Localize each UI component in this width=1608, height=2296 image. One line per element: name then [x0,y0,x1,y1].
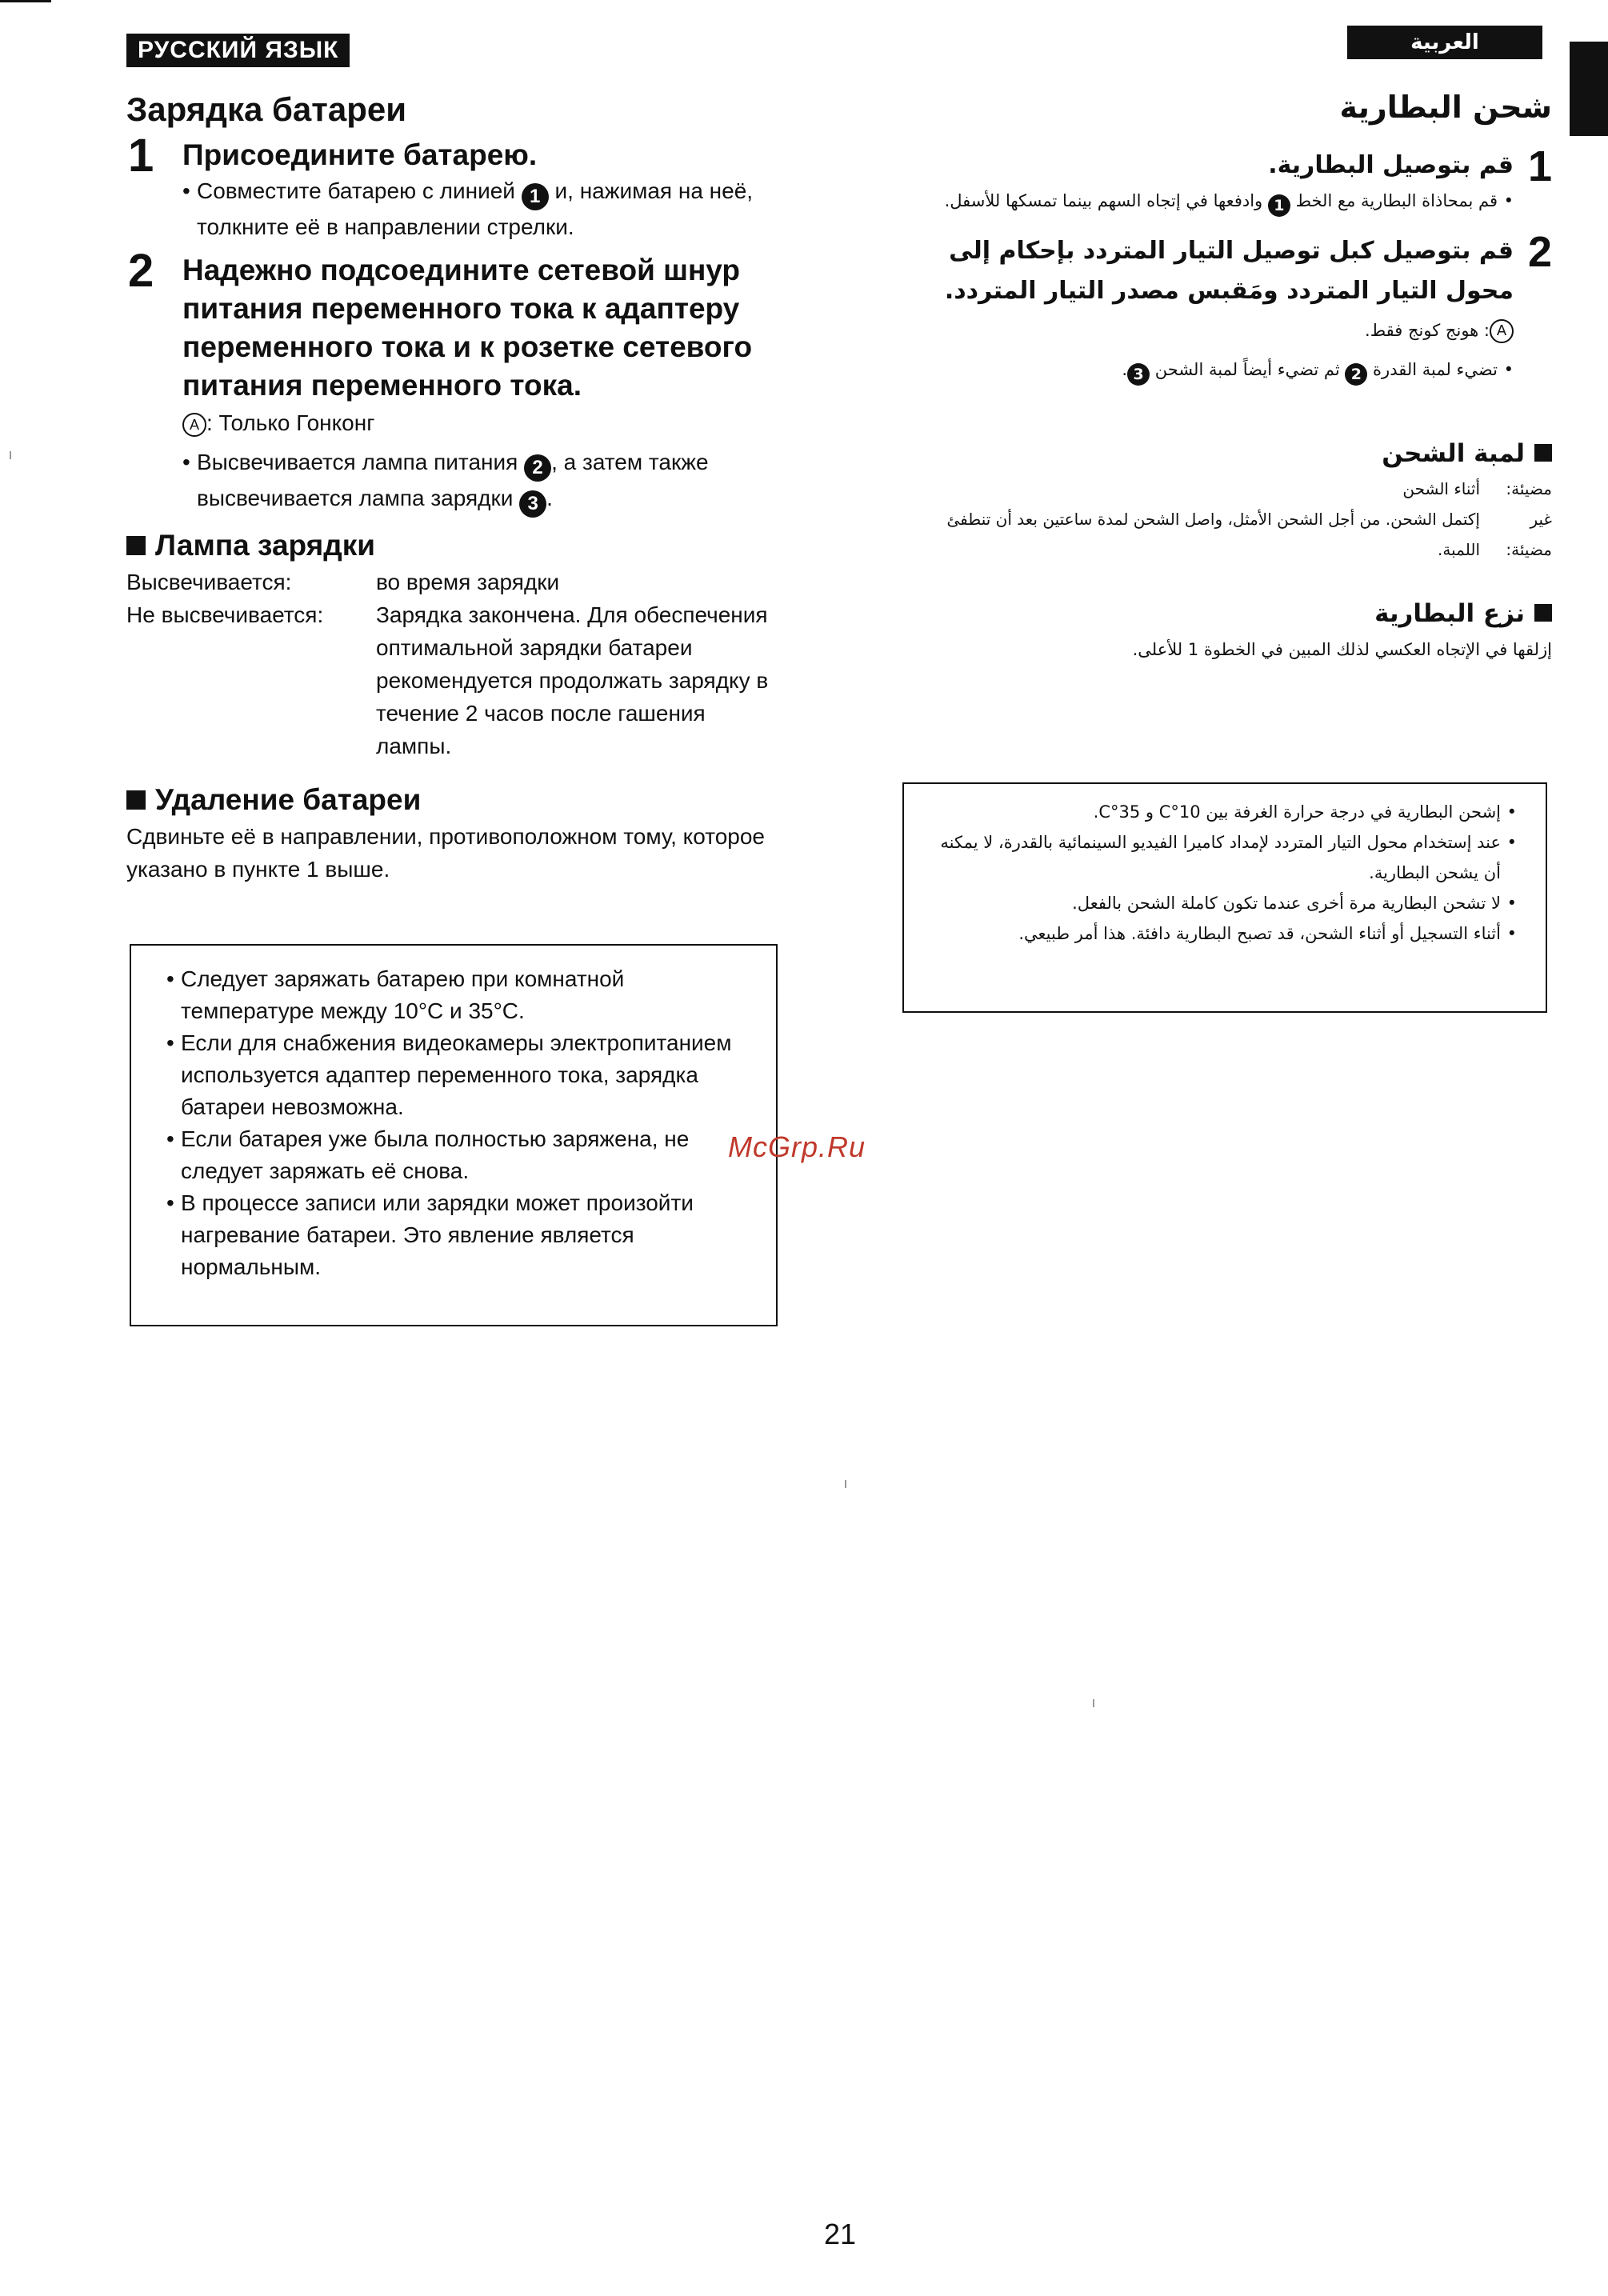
status-key: غير مضيئة: [1506,510,1552,559]
status-value: во время зарядки [376,570,560,594]
region-note-text: : Только Гонконг [206,410,375,435]
circled-letter-icon: A [1490,319,1514,343]
step-2 [904,228,1552,386]
note-item [166,1027,752,1123]
step-bullet [182,446,782,518]
status-key: مضيئة: [1506,479,1552,498]
bullet-dot-icon: • [182,450,190,474]
step-number: 2 [1527,228,1552,276]
step-bullet [904,186,1514,217]
status-value: أثناء الشحن [1402,479,1480,498]
step-text: . [546,486,553,510]
status-key: Высвечивается: [126,570,292,594]
section-title: Зарядка батареи [126,90,407,128]
bullet-dot-icon: • [182,178,190,203]
square-bullet-icon [1534,444,1552,462]
scan-speck [10,451,11,459]
removal-heading [126,780,782,820]
note-item [166,963,752,1027]
bullet-dot-icon: • [1506,894,1517,913]
page-number: 21 [824,2218,857,2250]
note-text: Если для снабжения видеокамеры электропитанием используется адаптер переменного тока, зарядка батареи невозможна. [181,1030,732,1119]
note-item [936,918,1517,949]
lamp-heading [904,434,1552,474]
bullet-dot-icon: • [166,1190,174,1215]
note-text: لا تشحن البطارية مرة أخرى عندما تكون كاملة الشحن بالفعل. [1072,894,1501,913]
note-item [166,1123,752,1187]
status-key: Не высвечивается: [126,602,324,627]
bullet-dot-icon: • [166,1126,174,1151]
step-text: تضيء لمبة القدرة [1373,360,1498,379]
step-text: قم بمحاذاة البطارية مع الخط [1295,191,1498,210]
circled-number-icon: 2 [524,454,551,482]
note-text: أثناء التسجيل أو أثناء الشحن، قد تصبح البطارية دافئة. هذا أمر طبيعي. [1018,924,1501,943]
lang-tab-russian: РУССКИЙ ЯЗЫК [126,34,350,67]
lamp-status-off [904,504,1552,565]
russian-column [126,86,782,886]
lamp-heading-text: لمبة الشحن [1382,439,1525,468]
step-text: وادفعها في إتجاه السهم بينما تمسكها للأسفل. [944,191,1263,210]
bullet-dot-icon: • [1506,833,1517,852]
status-value: Зарядка закончена. Для обеспечения оптимальной зарядки батареи рекомендуется продолжать зарядку в течение 2 часов после гашения лампы. [376,602,769,758]
note-item [166,1187,752,1283]
edge-tab [1570,42,1608,136]
scan-speck [1093,1699,1094,1707]
region-note [904,314,1514,346]
step-2 [126,245,782,518]
step-text: ثم تضيء أيضاً لمبة الشحن [1154,360,1340,379]
step-heading: Присоедините батарею. [182,138,538,171]
note-text: В процессе записи или зарядки может произойти нагревание батареи. Это явление является нормальным. [181,1190,694,1279]
note-text: إشحن البطارية في درجة حرارة الغرفة بين 10°C و 35°C. [1093,802,1501,822]
bullet-dot-icon: • [166,966,174,991]
removal-heading [904,594,1552,634]
circled-letter-icon: A [182,413,206,437]
step-heading: Надежно подсоедините сетевой шнур питания переменного тока к адаптеру переменного тока и к розетке сетевого питания переменного тока. [182,254,753,402]
status-value: إكتمل الشحن. من أجل الشحن الأمثل، واصل الشحن لمدة ساعتين بعد أن تنطفئ اللمبة. [946,510,1480,559]
step-text: Совместите батарею с линией [197,178,515,203]
step-text: , а затем также высвечивается лампа зарядки [197,450,709,510]
note-item [936,797,1517,827]
square-bullet-icon [126,790,146,810]
top-rule [0,0,51,2]
circled-number-icon: 1 [1268,194,1290,217]
step-number: 2 [128,245,154,297]
circled-number-icon: 3 [519,490,546,518]
arabic-column [904,78,1552,666]
step-text: Высвечивается лампа питания [197,450,518,474]
square-bullet-icon [1534,604,1552,622]
note-text: عند إستخدام محول التيار المتردد لإمداد كاميرا الفيديو السينمائية بالقدرة، لا يمكنه أن يشحن البطارية. [940,833,1501,882]
circled-number-icon: 1 [522,183,549,210]
watermark: McGrp.Ru [728,1130,866,1163]
step-1 [126,130,782,243]
note-item [936,888,1517,918]
region-note [182,406,782,439]
bullet-dot-icon: • [1506,924,1517,943]
bullet-dot-icon: • [1503,191,1514,210]
step-text: . [1122,360,1128,379]
note-item [936,827,1517,888]
note-text: Следует заряжать батарею при комнатной температуре между 10°C и 35°C. [181,966,625,1023]
bullet-dot-icon: • [1506,802,1517,822]
bullet-dot-icon: • [1503,360,1514,379]
square-bullet-icon [126,536,146,555]
step-text: и, нажимая на неё, толкните её в направлении стрелки. [197,178,754,239]
step-heading: قم بتوصيل كبل توصيل التيار المتردد بإحكام إلى محول التيار المتردد ومَقبس مصدر التيار المتردد. [944,237,1514,305]
removal-heading-text: نزع البطارية [1374,599,1525,628]
circled-number-icon: 2 [1345,363,1367,386]
bullet-dot-icon: • [166,1030,174,1055]
step-number: 1 [128,130,154,182]
step-bullet [904,354,1514,386]
step-number: 1 [1527,142,1552,190]
lamp-heading [126,526,782,566]
lang-tab-arabic: العربية [1347,26,1542,59]
removal-text: Сдвиньте её в направлении, противоположном тому, которое указано в пункте 1 выше. [126,824,765,882]
step-1 [904,142,1552,217]
removal-heading-text: Удаление батареи [155,783,422,816]
scan-speck [845,1480,846,1488]
note-text: Если батарея уже была полностью заряжена, не следует заряжать её снова. [181,1126,690,1183]
arabic-notes-box [902,782,1547,1013]
lamp-status-on [126,566,782,598]
section-title: شحن البطارية [1339,90,1552,125]
step-bullet [182,174,782,243]
lamp-status-on [904,474,1552,504]
circled-number-icon: 3 [1127,363,1150,386]
lamp-status-off [126,598,782,762]
region-note-text: : هونج كونج فقط. [1365,321,1490,340]
step-heading: قم بتوصيل البطارية. [1268,151,1514,179]
removal-text: إزلقها في الإتجاه العكسي لذلك المبين في الخطوة 1 للأعلى. [1132,640,1552,659]
lamp-heading-text: Лампа зарядки [155,529,375,562]
russian-notes-box [130,944,778,1326]
